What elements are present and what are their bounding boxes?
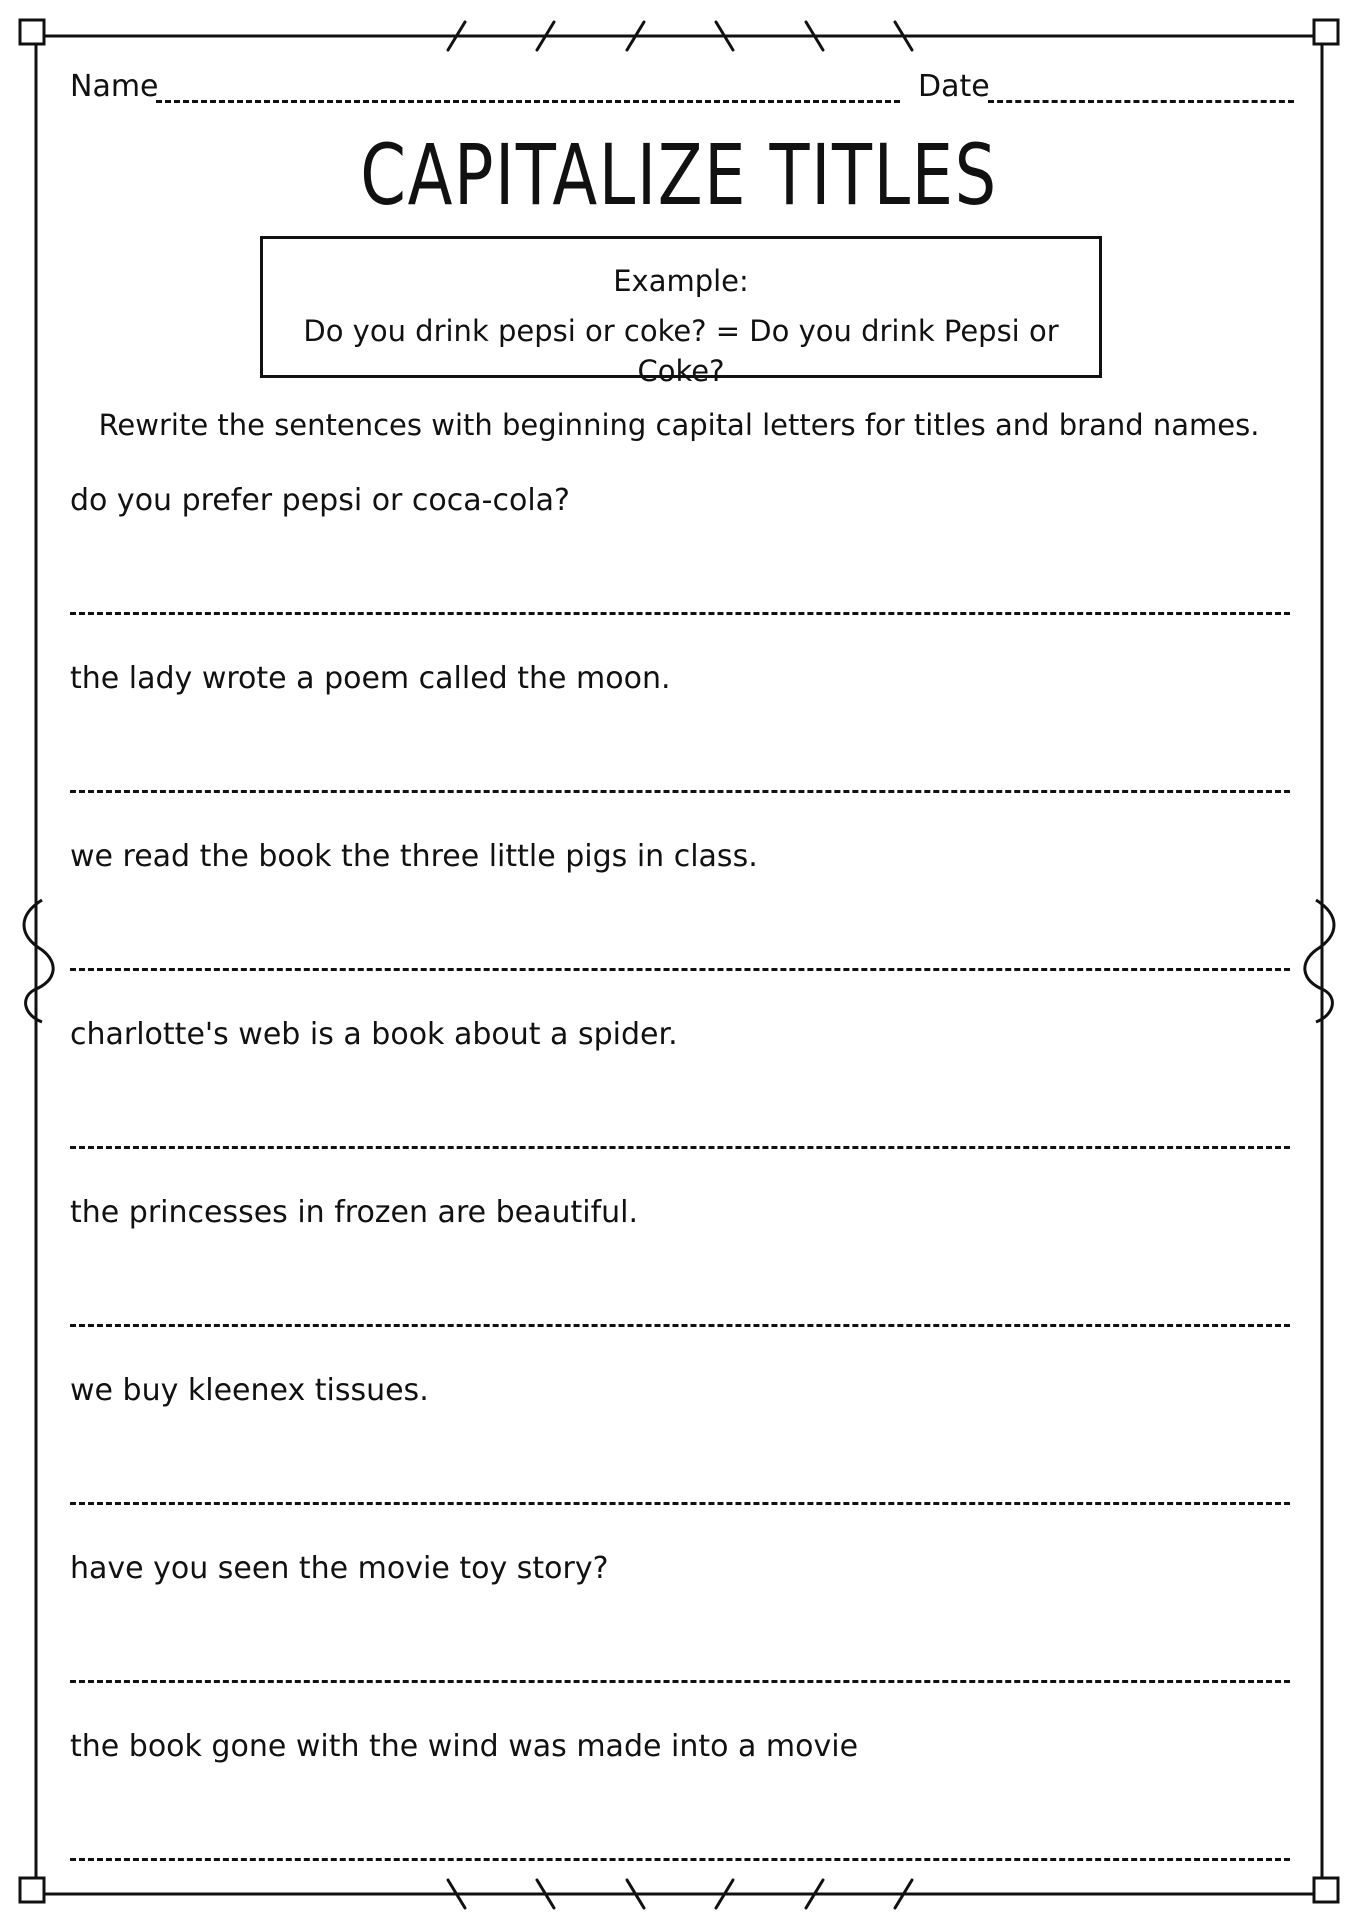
exercise-item [70,1368,1290,1538]
answer-line[interactable] [70,1636,1290,1683]
example-text: Do you drink pepsi or coke? = Do you drink Pepsi or Coke? [303,314,1059,388]
exercise-sentence: do you prefer pepsi or coca-cola? [70,483,570,518]
answer-line[interactable] [70,924,1290,971]
exercise-sentence: the book gone with the wind was made into a movie [70,1729,859,1764]
exercise-item [70,1724,1290,1894]
left-squiggle-icon [24,900,53,1022]
exercise-sentence: we read the book the three little pigs in class. [70,839,758,874]
exercise-item [70,1190,1290,1360]
exercise-item [70,478,1290,648]
answer-line[interactable] [70,568,1290,615]
exercise-item [70,1012,1290,1182]
corner-square-icon [1314,1878,1338,1902]
exercise-sentence: the lady wrote a poem called the moon. [70,661,671,696]
exercise-item [70,656,1290,826]
exercise-sentence: the princesses in frozen are beautiful. [70,1195,639,1230]
name-date-row [70,62,1294,112]
name-field[interactable] [156,100,900,103]
answer-line[interactable] [70,1814,1290,1861]
example-label: Example: [613,264,749,298]
answer-line[interactable] [70,1102,1290,1149]
corner-square-icon [1314,20,1338,44]
exercise-sentence: charlotte's web is a book about a spider. [70,1017,678,1052]
date-field[interactable] [988,100,1294,103]
page-title: CAPITALIZE TITLES [360,126,998,224]
exercise-item [70,834,1290,1004]
instructions: Rewrite the sentences with beginning capital letters for titles and brand names. [98,408,1260,442]
corner-square-icon [20,1878,44,1902]
answer-line[interactable] [70,746,1290,793]
answer-line[interactable] [70,1458,1290,1505]
answer-line[interactable] [70,1280,1290,1327]
right-squiggle-icon [1305,900,1334,1022]
exercise-sentence: have you seen the movie toy story? [70,1551,609,1586]
date-label: Date [918,69,990,104]
exercise-sentence: we buy kleenex tissues. [70,1373,429,1408]
exercise-item [70,1546,1290,1716]
name-label: Name [70,69,159,104]
corner-square-icon [20,20,44,44]
example-box [260,236,1102,388]
